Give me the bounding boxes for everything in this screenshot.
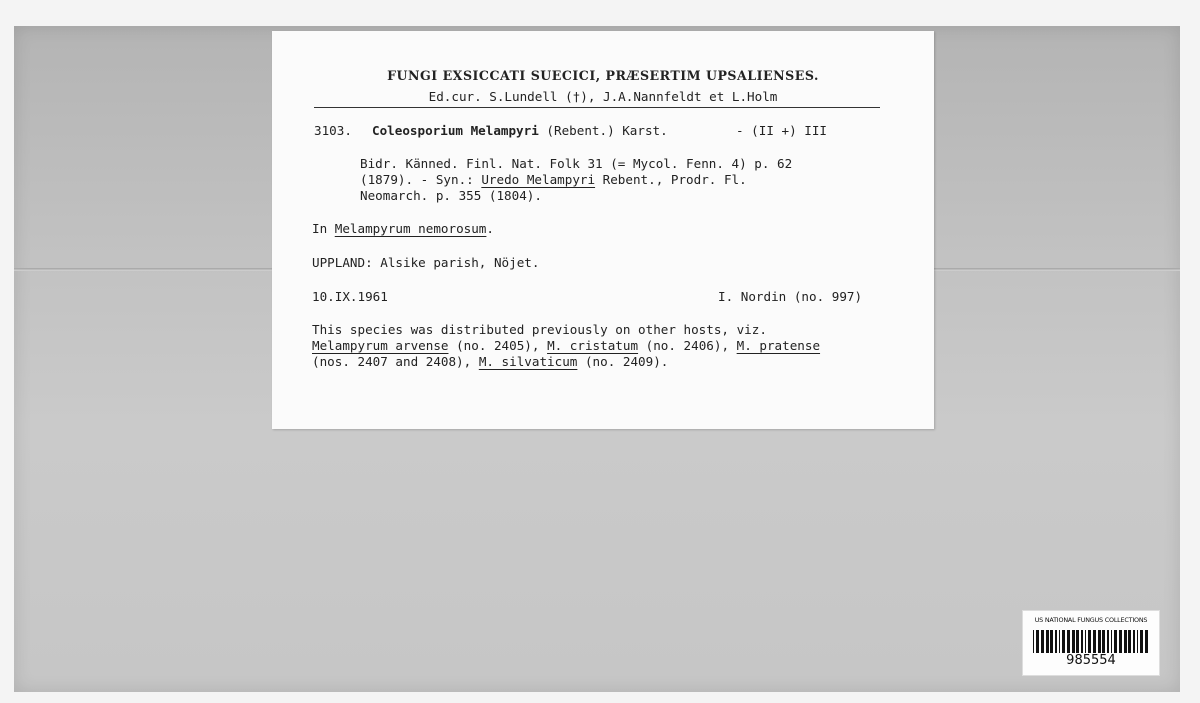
reference-line-2 [360,172,747,187]
host-line [312,221,494,236]
barcode-bar [1107,630,1109,653]
barcode-bar [1041,630,1044,653]
barcode-bar [1133,630,1135,653]
locality: UPPLAND: Alsike parish, Nöjet. [312,255,540,270]
note-host-pratense: M. pratense [736,338,821,353]
barcode-bar [1128,630,1131,653]
barcode-bar [1067,630,1070,653]
note-host-arvense: Melampyrum arvense [312,338,449,353]
barcode-label [1022,610,1160,676]
barcode-bar [1145,630,1148,653]
barcode-bar [1137,630,1138,653]
note-text: (no. 2406), [638,338,737,353]
barcode-bar [1072,630,1075,653]
barcode-bars [1033,630,1149,653]
note-line-2 [312,338,820,353]
reference-line-2-suffix: Rebent., Prodr. Fl. [595,172,747,187]
barcode-bar [1093,630,1096,653]
reference-line-1: Bidr. Känned. Finl. Nat. Folk 31 (= Mycol. Fenn. 4) p. 62 [360,156,793,171]
specimen-label [272,31,934,429]
barcode-bar [1059,630,1060,653]
note-host-cristatum: M. cristatum [547,338,639,353]
editors-line: Ed.cur. S.Lundell (†), J.A.Nannfeldt et L.Holm [428,89,778,104]
title-rule [314,107,880,108]
collection-date: 10.IX.1961 [312,289,388,304]
barcode-bar [1111,630,1112,653]
barcode-bar [1088,630,1091,653]
synonym-name: Uredo Melampyri [481,172,596,187]
barcode-bar [1055,630,1057,653]
barcode-bar [1050,630,1053,653]
barcode-bar [1114,630,1117,653]
barcode-bar [1036,630,1039,653]
barcode-bar [1119,630,1122,653]
barcode-number: 985554 [1066,653,1116,668]
barcode-bar [1085,630,1086,653]
note-text: (no. 2405), [448,338,548,353]
note-line-3 [312,354,668,369]
collector: I. Nordin (no. 997) [718,289,863,304]
reference-line-2-prefix: (1879). - Syn.: [360,172,482,187]
barcode-bar [1076,630,1079,653]
host-suffix: . [486,221,494,236]
species-line [372,123,668,138]
barcode-bar [1124,630,1127,653]
exsiccata-number: 3103. [314,123,352,138]
barcode-bar [1033,630,1034,653]
note-line-1: This species was distributed previously on other hosts, viz. [312,322,767,337]
note-text: (nos. 2407 and 2408), [312,354,479,369]
species-name: Coleosporium Melampyri [372,123,539,138]
host-name: Melampyrum nemorosum [334,221,487,236]
note-host-silvaticum: M. silvaticum [478,354,578,369]
barcode-bar [1081,630,1083,653]
barcode-bar [1140,630,1143,653]
species-authority: (Rebent.) Karst. [546,123,668,138]
barcode-bar [1098,630,1101,653]
reference-line-3: Neomarch. p. 355 (1804). [360,188,542,203]
series-title: FUNGI EXSICCATI SUECICI, PRÆSERTIM UPSALIENSES. [387,68,819,83]
host-prefix: In [312,221,335,236]
spore-stages: - (II +) III [736,123,827,138]
barcode-institution: US NATIONAL FUNGUS COLLECTIONS [1034,616,1148,624]
barcode-bar [1102,630,1105,653]
barcode-bar [1062,630,1065,653]
note-text: (no. 2409). [577,354,669,369]
barcode-bar [1046,630,1049,653]
